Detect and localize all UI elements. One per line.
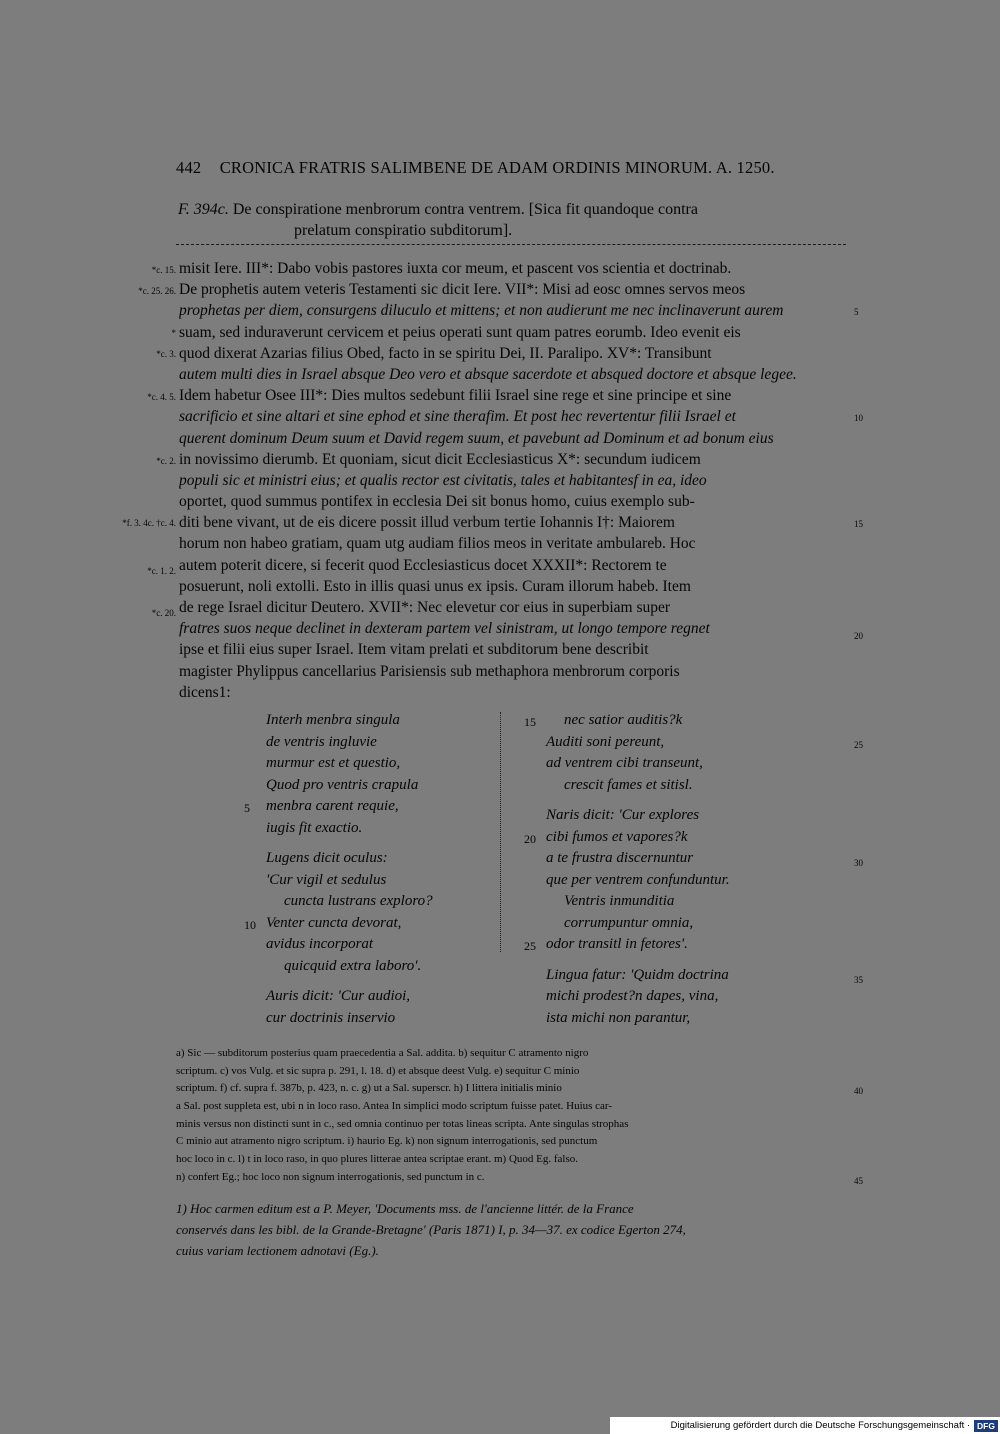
section-title-line2: prelatum conspiratio subditorum]. (294, 222, 513, 239)
text-line: Idem habetur Osee III*: Dies multos sedebunt filii Israel sine rege et sine principe et sine (179, 387, 732, 405)
margin-reference: *c. 2. (156, 456, 176, 466)
text-line: oportet, quod summus pontifex in ecclesia Dei sit bonus homo, cuius exemplo sub- (179, 493, 695, 511)
poem-verse: iugis fit exactio. (266, 819, 363, 836)
margin-reference: *c. 25. 26. (138, 286, 176, 296)
poem-column-left (244, 710, 433, 1029)
poem-verse: Naris dicit: 'Cur explores (546, 807, 700, 823)
text-line: in novissimo dierumb. Et quoniam, sicut dicit Ecclesiasticus X*: secundum iudicem (179, 450, 701, 468)
running-header (176, 158, 816, 178)
text-line: posuerunt, noli extolli. Esto in illis quasi unus ex ipsis. Curam illorum habeb. Item (179, 577, 691, 595)
section-heading (178, 199, 848, 241)
text-line: sacrificio et sine altari et sine ephod et sine therafim. Et post hec revertentur filii Israel et (179, 408, 736, 426)
text-line: de rege Israel dicitur Deutero. XVII*: Nec elevetur cor eius in superbiam super (179, 599, 671, 616)
text-line: populi sic et ministri eius; et qualis rector est civitatis, tales et habitantesf in ea, ideo (179, 471, 707, 489)
section-title-line1: De conspiratione menbrorum contra ventrem. [Sica fit quandoque contra (232, 201, 698, 218)
text-line: autem multi dies in Israel absque Deo vero et absque sacerdote et absqued doctore et absque legee. (179, 365, 797, 383)
line-number: 40 (854, 1086, 863, 1096)
poem-verse: 5 menbra carent requie, (244, 798, 399, 815)
poem-verse: 20 cibi fumos et vapores?k (524, 828, 688, 846)
apparatus-line: scriptum. c) vos Vulg. et sic supra p. 291, l. 18. d) et absque deest Vulg. e) sequitur C minio (176, 1064, 580, 1077)
poem-verse: ista michi non parantur, (546, 1009, 691, 1026)
footnote-line: cuius variam lectionem adnotavi (Eg.). (176, 1243, 379, 1258)
running-title: CRONICA FRATRIS SALIMBENE DE ADAM ORDINIS MINORUM. A. 1250. (219, 158, 775, 177)
apparatus-line: n) confert Eg.; hoc loco non signum interrogationis, sed punctum in c. (176, 1170, 485, 1183)
digitization-footer (610, 1417, 1000, 1434)
text-line: dicens1: (179, 683, 231, 701)
poem-verse: quicquid extra laboro'. (284, 957, 422, 974)
poem-verse: 'Cur vigil et sedulus (266, 871, 387, 888)
line-number: 10 (854, 413, 863, 423)
footnote-line: conservés dans les bibl. de la Grande-Bretagne' (Paris 1871) I, p. 34—37. ex codice Egerton 274, (176, 1222, 686, 1237)
poem-verse: Lugens dicit oculus: (266, 850, 388, 866)
poem-verse: ad ventrem cibi transeunt, (546, 755, 703, 771)
apparatus-line: hoc loco in c. l) t in loco raso, in quo plures litterae antea scriptae erant. m) Quod Eg. falso. (176, 1153, 578, 1166)
text-line: prophetas per diem, consurgens diluculo et mittens; et non audierunt me nec inclinaverunt aurem (179, 302, 784, 320)
apparatus-line: minis versus non distincti sunt in c., sed omnia continuo per totas lineas scripta. Ante singulas strophas (176, 1117, 629, 1130)
apparatus-line: C minio aut atramento nigro scriptum. i) haurio Eg. k) non signum interrogationis, sed punctum (176, 1135, 598, 1148)
text-line: magister Phylippus cancellarius Parisiensis sub methaphora menbrorum corporis (179, 662, 680, 680)
margin-reference: *c. 20. (151, 608, 176, 618)
poem-verse: 25 odor transitl in fetores'. (524, 936, 688, 953)
funding-notice: Digitalisierung gefördert durch die Deutsche Forschungsgemeinschaft · (670, 1420, 971, 1431)
poem-verse: Lingua fatur: 'Quidm doctrina (546, 966, 729, 983)
margin-reference: * (171, 328, 176, 338)
line-number: 30 (854, 858, 863, 868)
apparatus-line: scriptum. f) cf. supra f. 387b, p. 423, n. c. g) ut a Sal. superscr. h) I littera initialis minio (176, 1082, 562, 1095)
poem-verse: 10 Venter cuncta devorat, (244, 914, 402, 932)
poem-verse: murmur est et questio, (266, 755, 401, 771)
line-number: 15 (854, 519, 863, 529)
poem-verse: cur doctrinis inservio (266, 1009, 396, 1026)
poem-verse: crescit fames et sitisl. (564, 776, 693, 793)
poem-verse: Interh menbra singula (266, 712, 400, 728)
poem-verse: Auditi soni pereunt, (546, 733, 665, 750)
heading-rule (176, 244, 846, 245)
margin-reference: *c. 3. (156, 349, 176, 359)
text-line: autem poterit dicere, si fecerit quod Ecclesiasticus docet XXXII*: Rectorem te (179, 556, 667, 574)
text-line: quod dixerat Azarias filius Obed, facto in se spiritu Dei, II. Paralipo. XV*: Transibunt (179, 344, 712, 362)
text-line: horum non habeo gratiam, quam utg audiam filios meos in veritate ambulareb. Hoc (179, 535, 696, 553)
line-number: 5 (854, 307, 859, 317)
line-number: 20 (854, 631, 863, 641)
text-line: misit Iere. III*: Dabo vobis pastores iuxta cor meum, et pascent vos scientia et doctrinab. (179, 260, 732, 277)
text-line: ipse et filii eius super Israel. Item vitam prelati et subditorum bene describit (179, 641, 649, 659)
poem-verse: corrumpuntur omnia, (564, 914, 694, 931)
line-number: 45 (854, 1176, 863, 1186)
poem-verse: que per ventrem confunduntur. (546, 871, 730, 888)
footnote (176, 1198, 848, 1261)
poem-verse: 15 nec satior auditis?k (524, 712, 683, 729)
poem-verse: cuncta lustrans exploro? (284, 893, 433, 909)
margin-reference: *c. 4. 5. (147, 392, 176, 402)
text-line: De prophetis autem veteris Testamenti sic dicit Iere. VII*: Misi ad eosc omnes servos meos (179, 281, 746, 299)
poem-verse: de ventris ingluvie (266, 733, 377, 750)
poem-verse: Ventris inmunditia (564, 893, 675, 909)
apparatus-line: a) Sic — subditorum posterius quam praecedentia a Sal. addita. b) sequitur C atramento nigro (176, 1047, 589, 1059)
poem-verse: michi prodest?n dapes, vina, (546, 988, 719, 1004)
poem-column-right (524, 710, 730, 1029)
folio-reference: F. 394c. (178, 201, 229, 218)
critical-apparatus (176, 1045, 846, 1187)
poem-verse: avidus incorporat (266, 936, 374, 952)
main-text (179, 258, 848, 703)
page-number: 442 (176, 158, 202, 177)
margin-reference: *c. 15. (151, 265, 176, 275)
margin-reference: *f. 3. 4c. †c. 4. (122, 518, 176, 528)
poem-verse: Auris dicit: 'Cur audioi, (266, 988, 411, 1004)
poem-verse: Quod pro ventris crapula (266, 776, 419, 793)
text-line: suam, sed induraverunt cervicem et peius operati sunt quam patres eorumb. Ideo evenit eis (179, 323, 741, 341)
text-line: fratres suos neque declinet in dexteram partem vel sinistram, ut longo tempore regnet (179, 620, 710, 638)
apparatus-line: a Sal. post suppleta est, ubi n in loco raso. Antea In simplici modo scriptum fuisse patet. Huius car- (176, 1100, 613, 1113)
text-line: diti bene vivant, ut de eis dicere possit illud verbum tertie Iohannis I†: Maiorem (179, 514, 675, 532)
footnote-line: 1) Hoc carmen editum est a P. Meyer, 'Documents mss. de l'ancienne littér. de la France (176, 1201, 634, 1216)
margin-reference: *c. 1. 2. (147, 566, 176, 576)
text-line: querent dominum Deum suum et David regem suum, et pavebunt ad Dominum et ad bonum eius (179, 429, 774, 447)
line-number: 35 (854, 975, 863, 985)
dfg-logo[interactable]: DFG (974, 1420, 998, 1432)
line-number: 25 (854, 740, 863, 750)
poem-verse: a te frustra discernuntur (546, 850, 694, 866)
poem-divider (500, 712, 501, 952)
